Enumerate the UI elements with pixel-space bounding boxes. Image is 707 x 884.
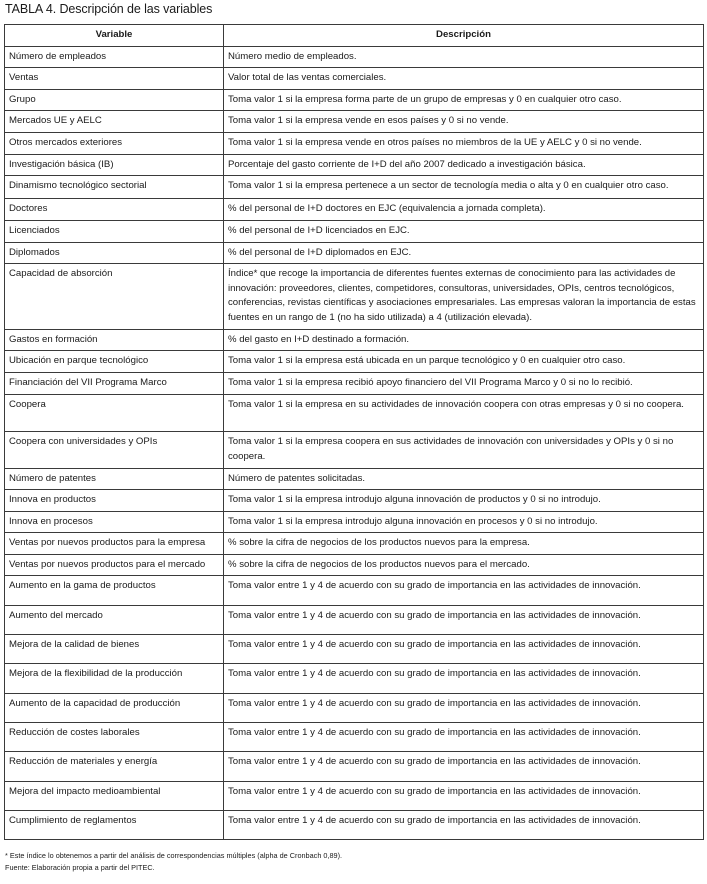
table-row (5, 68, 704, 90)
variable-cell: Dinamismo tecnológico sectorial (5, 176, 224, 199)
table-row (5, 635, 704, 664)
description-cell: Toma valor 1 si la empresa recibió apoyo financiero del VII Programa Marco y 0 si no lo recibió. (224, 373, 704, 395)
table-row (5, 512, 704, 533)
variable-cell: Ventas por nuevos productos para la empresa (5, 533, 224, 555)
table-row (5, 811, 704, 840)
description-cell: Toma valor entre 1 y 4 de acuerdo con su grado de importancia en las actividades de innovación. (224, 782, 704, 811)
variable-cell: Diplomados (5, 243, 224, 264)
description-cell: % del personal de I+D doctores en EJC (equivalencia a jornada completa). (224, 199, 704, 221)
table-row (5, 90, 704, 111)
variable-cell: Innova en productos (5, 490, 224, 512)
variable-cell: Capacidad de absorción (5, 264, 224, 330)
description-cell: Toma valor 1 si la empresa en su actividades de innovación coopera con otras empresas y 0 si no coopera. (224, 395, 704, 432)
variable-cell: Otros mercados exteriores (5, 133, 224, 155)
description-cell: % sobre la cifra de negocios de los productos nuevos para el mercado. (224, 555, 704, 576)
variable-cell: Ventas por nuevos productos para el mercado (5, 555, 224, 576)
variables-table (4, 24, 704, 840)
description-cell: % del personal de I+D licenciados en EJC. (224, 221, 704, 243)
table-row (5, 664, 704, 694)
variable-cell: Doctores (5, 199, 224, 221)
variable-cell: Mejora de la calidad de bienes (5, 635, 224, 664)
description-cell: Toma valor entre 1 y 4 de acuerdo con su grado de importancia en las actividades de innovación. (224, 752, 704, 782)
description-cell: Toma valor 1 si la empresa introdujo alguna innovación de productos y 0 si no introdujo. (224, 490, 704, 512)
table-row (5, 155, 704, 176)
table-row (5, 555, 704, 576)
table-row (5, 469, 704, 490)
table-row (5, 330, 704, 351)
table-row (5, 395, 704, 432)
description-cell: Toma valor entre 1 y 4 de acuerdo con su grado de importancia en las actividades de innovación. (224, 694, 704, 723)
variable-cell: Mejora del impacto medioambiental (5, 782, 224, 811)
source-note: Fuente: Elaboración propia a partir del PITEC. (5, 862, 155, 872)
description-cell: Toma valor 1 si la empresa forma parte de un grupo de empresas y 0 en cualquier otro caso. (224, 90, 704, 111)
header-variable: Variable (5, 25, 224, 47)
variable-cell: Aumento del mercado (5, 606, 224, 635)
table-row (5, 752, 704, 782)
table-row (5, 606, 704, 635)
table-row (5, 111, 704, 133)
description-cell: Toma valor 1 si la empresa vende en otros países no miembros de la UE y AELC y 0 si no vende. (224, 133, 704, 155)
description-cell: Toma valor entre 1 y 4 de acuerdo con su grado de importancia en las actividades de innovación. (224, 723, 704, 752)
description-cell: Porcentaje del gasto corriente de I+D del año 2007 dedicado a investigación básica. (224, 155, 704, 176)
variable-cell: Número de patentes (5, 469, 224, 490)
variable-cell: Investigación básica (IB) (5, 155, 224, 176)
description-cell: Toma valor entre 1 y 4 de acuerdo con su grado de importancia en las actividades de innovación. (224, 635, 704, 664)
description-cell: % del gasto en I+D destinado a formación. (224, 330, 704, 351)
description-cell: % del personal de I+D diplomados en EJC. (224, 243, 704, 264)
table-row (5, 176, 704, 199)
variable-cell: Ventas (5, 68, 224, 90)
variable-cell: Financiación del VII Programa Marco (5, 373, 224, 395)
description-cell: Índice* que recoge la importancia de diferentes fuentes externas de conocimiento para las actividades de innovación: proveedores, clientes, competidores, consultoras, universidades, OPIs, centros tecnológicos, conferencias, revistas científicas y asociaciones empresariales. Las empresas valoran la importancia de estas fuentes en un rango de 1 (no ha sido utilizada) a 4 (utilización elevada). (224, 264, 704, 330)
table-row (5, 782, 704, 811)
table-row (5, 533, 704, 555)
variable-cell: Aumento de la capacidad de producción (5, 694, 224, 723)
variable-cell: Innova en procesos (5, 512, 224, 533)
description-cell: Toma valor 1 si la empresa pertenece a un sector de tecnología media o alta y 0 en cualquier otro caso. (224, 176, 704, 199)
variable-cell: Aumento en la gama de productos (5, 576, 224, 606)
table-row (5, 243, 704, 264)
table-row (5, 576, 704, 606)
variable-cell: Licenciados (5, 221, 224, 243)
table-row (5, 133, 704, 155)
description-cell: Toma valor entre 1 y 4 de acuerdo con su grado de importancia en las actividades de innovación. (224, 664, 704, 694)
description-cell: Toma valor 1 si la empresa vende en esos países y 0 si no vende. (224, 111, 704, 133)
description-cell: % sobre la cifra de negocios de los productos nuevos para la empresa. (224, 533, 704, 555)
table-row (5, 199, 704, 221)
table-footer (5, 850, 342, 873)
description-cell: Toma valor entre 1 y 4 de acuerdo con su grado de importancia en las actividades de innovación. (224, 576, 704, 606)
variable-cell: Grupo (5, 90, 224, 111)
table-row (5, 264, 704, 330)
table-row (5, 723, 704, 752)
variable-cell: Reducción de costes laborales (5, 723, 224, 752)
description-cell: Toma valor 1 si la empresa está ubicada en un parque tecnológico y 0 en cualquier otro caso. (224, 351, 704, 373)
table-body (5, 47, 704, 840)
footnote: * Este índice lo obtenemos a partir del análisis de correspondencias múltiples (alpha de Cronbach 0,89). (5, 851, 343, 860)
table-header-row (5, 25, 704, 47)
table-row (5, 694, 704, 723)
table-row (5, 221, 704, 243)
description-cell: Toma valor 1 si la empresa introdujo alguna innovación en procesos y 0 si no introdujo. (224, 512, 704, 533)
table-title: TABLA 4. Descripción de las variables (5, 2, 213, 16)
variable-cell: Ubicación en parque tecnológico (5, 351, 224, 373)
description-cell: Toma valor entre 1 y 4 de acuerdo con su grado de importancia en las actividades de innovación. (224, 606, 704, 635)
description-cell: Número medio de empleados. (224, 47, 704, 68)
variable-cell: Coopera (5, 395, 224, 432)
description-cell: Número de patentes solicitadas. (224, 469, 704, 490)
description-cell: Valor total de las ventas comerciales. (224, 68, 704, 90)
variable-cell: Número de empleados (5, 47, 224, 68)
table-row (5, 351, 704, 373)
variable-cell: Gastos en formación (5, 330, 224, 351)
table-row (5, 490, 704, 512)
variable-cell: Cumplimiento de reglamentos (5, 811, 224, 840)
table-row (5, 373, 704, 395)
variable-cell: Reducción de materiales y energía (5, 752, 224, 782)
variable-cell: Mercados UE y AELC (5, 111, 224, 133)
table-row (5, 47, 704, 68)
description-cell: Toma valor entre 1 y 4 de acuerdo con su grado de importancia en las actividades de innovación. (224, 811, 704, 840)
table-row (5, 432, 704, 469)
header-description: Descripción (224, 25, 704, 47)
variable-cell: Mejora de la flexibilidad de la producción (5, 664, 224, 694)
description-cell: Toma valor 1 si la empresa coopera en sus actividades de innovación con universidades y OPIs y 0 si no coopera. (224, 432, 704, 469)
variable-cell: Coopera con universidades y OPIs (5, 432, 224, 469)
